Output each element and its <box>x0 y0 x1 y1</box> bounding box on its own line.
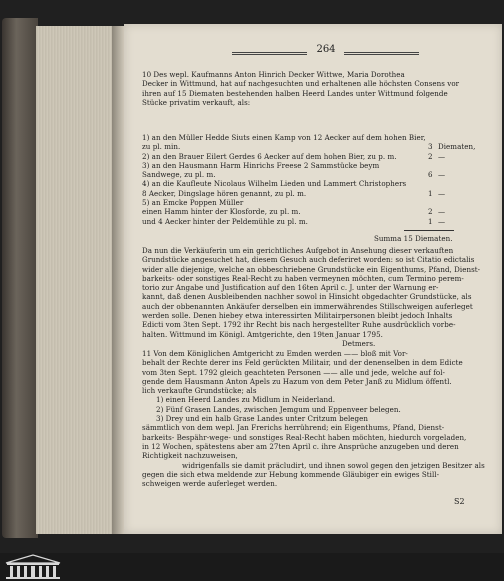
text-line: sämmtlich von dem wepl. Jan Frerichs herrührend; ein Eigenthums, Pfand, Dienst- <box>142 423 445 433</box>
item-quantity: 1 <box>428 216 433 226</box>
list-item <box>142 179 426 188</box>
text-line: Richtigkeit nachzuweisen, <box>142 451 238 461</box>
text-line: kannt, daß denen Ausbleibenden nachher sowol in Hinsicht obgedachter Grundstücke, als <box>142 292 472 302</box>
item-unit: — <box>438 216 446 226</box>
text-line: gegen die sich etwa meldende zur Hebung kommende Gläubiger ein ewiges Still- <box>142 469 440 479</box>
list-item <box>142 198 426 207</box>
text-line: Da nun die Verkäuferin um ein gerichtliches Aufgebot in Ansehung dieser verkauften <box>142 246 454 255</box>
text-line: 10 Des wepl. Kaufmanns Anton Hinrich Decker Wittwe, Maria Dorothea <box>142 70 405 79</box>
list-item <box>142 151 446 161</box>
item-quantity: 1 <box>428 188 433 198</box>
item-text: zu pl. min. <box>142 142 181 152</box>
item-unit: — <box>438 170 446 180</box>
text-line: in 12 Wochen, spätestens aber am 27ten April c. ihre Ansprüche anzugeben und deren <box>142 441 459 451</box>
list-item <box>142 170 446 180</box>
text-line: werden solle. Denen hiebey etwa interessirten Militairpersonen bleibt jedoch Inhalts <box>142 311 453 321</box>
item-text: 3) an den Hausmann Harm Hinrichs Freese 2 Sammstücke beym <box>142 160 380 170</box>
catchword: S2 <box>454 497 465 506</box>
item-quantity: 2 <box>428 207 433 217</box>
item-unit: Diematen, <box>438 142 476 152</box>
list-item <box>142 161 426 170</box>
text-line: halten. Wittmund im Königl. Amtgerichte, den 19ten Januar 1795. <box>142 329 383 339</box>
text-line: Decker in Wittmund, hat auf nachgesuchten und erhaltenen alle höchsten Consens vor <box>142 79 460 89</box>
header-rule-left <box>232 52 307 55</box>
item-text: 5) an Emcke Poppen Müller <box>142 198 244 208</box>
paragraph-1 <box>142 70 459 107</box>
text-line: behalt der Rechte derer ins Feld gerückten Militair, und der denenselben in dem Edicte <box>142 358 463 368</box>
page-header <box>124 44 502 60</box>
text-line: widrigenfalls sie damit präcludirt, und ihnen sowol gegen den jetzigen Besitzer als <box>182 460 485 470</box>
text-line: Stücke privatim verkauft, als: <box>142 97 251 107</box>
item-quantity: 2 <box>428 151 433 161</box>
header-rule-right <box>344 52 419 55</box>
library-building-icon <box>2 553 64 581</box>
paragraph-2 <box>142 246 480 348</box>
text-line: barkeits- Bespähr-wege- und sonstiges Real-Recht haben möchten, hiedurch vorgeladen, <box>142 432 467 442</box>
item-unit: — <box>438 151 446 161</box>
list-item <box>142 133 426 142</box>
text-line: lich verkaufte Grundstücke; als <box>142 386 257 396</box>
list-item <box>142 142 476 152</box>
text-line: Grundstücke angesuchet hat, diesem Gesuch auch deferiret worden: so ist Citatio edictalis <box>142 255 475 265</box>
item-unit: — <box>438 207 446 217</box>
text-line: auch der obbenannten Ankäufer derselben ein immerwährendes Stillschweigen auferleget <box>142 301 473 311</box>
page-edges <box>36 26 116 534</box>
text-line: schweigen werde auferleget werden. <box>142 479 278 489</box>
item-quantity: 6 <box>428 170 433 180</box>
text-line: 1) einen Heerd Landes zu Midlum in Neiderland. <box>156 395 336 405</box>
list-item <box>142 216 446 226</box>
text-line: gende dem Hausmann Anton Apels zu Hazum von dem Peter Janß zu Midlum öffentl. <box>142 376 452 386</box>
item-text: einen Hamm hinter der Klosforde, zu pl. m. <box>142 207 301 217</box>
item-text: 8 Aecker, Dingslage hören genannt, zu pl. m. <box>142 188 307 198</box>
signature-name: Detmers. <box>342 338 376 348</box>
text-line: barkeits- oder sonstiges Real-Recht zu haben vermeynen möchten, cum Termino perem- <box>142 273 464 283</box>
text-line: wider alle diejenige, welche an obbeschriebene Grundstücke ein Eigenthums, Pfand, Dienst- <box>142 264 481 274</box>
paragraph-3 <box>142 349 485 488</box>
item-text: 2) an den Brauer Eilert Gerdes 6 Aecker auf dem hohen Bier, zu p. m. <box>142 151 397 161</box>
item-text: 1) an den Müller Hedde Siuts einen Kamp von 12 Aecker auf dem hohen Bier, <box>142 133 426 142</box>
text-line: 3) Drey und ein halb Grase Landes unter Critzum belegen <box>156 414 369 424</box>
list-item <box>142 188 446 198</box>
text-line: 2) Fünf Grasen Landes, zwischen Jemgum und Eppenveer belegen. <box>156 404 401 414</box>
text-line: 11 Von dem Königlichen Amtgericht zu Emden werden —— bloß mit Vor- <box>142 349 408 358</box>
parcel-list <box>142 133 476 226</box>
page-number: 264 <box>316 44 336 55</box>
text-line: torio zur Angabe und Justification auf den 16ten April c. J. unter der Warnung er- <box>142 283 439 293</box>
sum-rule <box>404 230 454 231</box>
printed-page <box>124 24 502 534</box>
item-text: 4) an die Kaufleute Nicolaus Wilhelm Lieden und Lammert Christophers <box>142 179 407 189</box>
item-unit: — <box>438 188 446 198</box>
item-text: und 4 Aecker hinter der Peldemühle zu pl. m. <box>142 216 308 226</box>
text-line: vom 3ten Sept. 1792 gleich geachteten Personen —— alle und jede, welche auf fol- <box>142 367 445 377</box>
book-cover <box>2 18 38 538</box>
footer-bar <box>0 553 504 581</box>
text-line: ihren auf 15 Diematen bestehenden halben Heerd Landes unter Wittmund folgende <box>142 88 448 98</box>
text-line: Edicti vom 3ten Sept. 1792 ihr Recht bis nach hergestellter Ruhe ausdrücklich vorbe- <box>142 320 456 330</box>
list-item <box>142 207 446 217</box>
item-text: Sandwege, zu pl. m. <box>142 170 216 180</box>
item-quantity: 3 <box>428 142 433 152</box>
sum-total: Summa 15 Diematen. <box>374 234 453 243</box>
